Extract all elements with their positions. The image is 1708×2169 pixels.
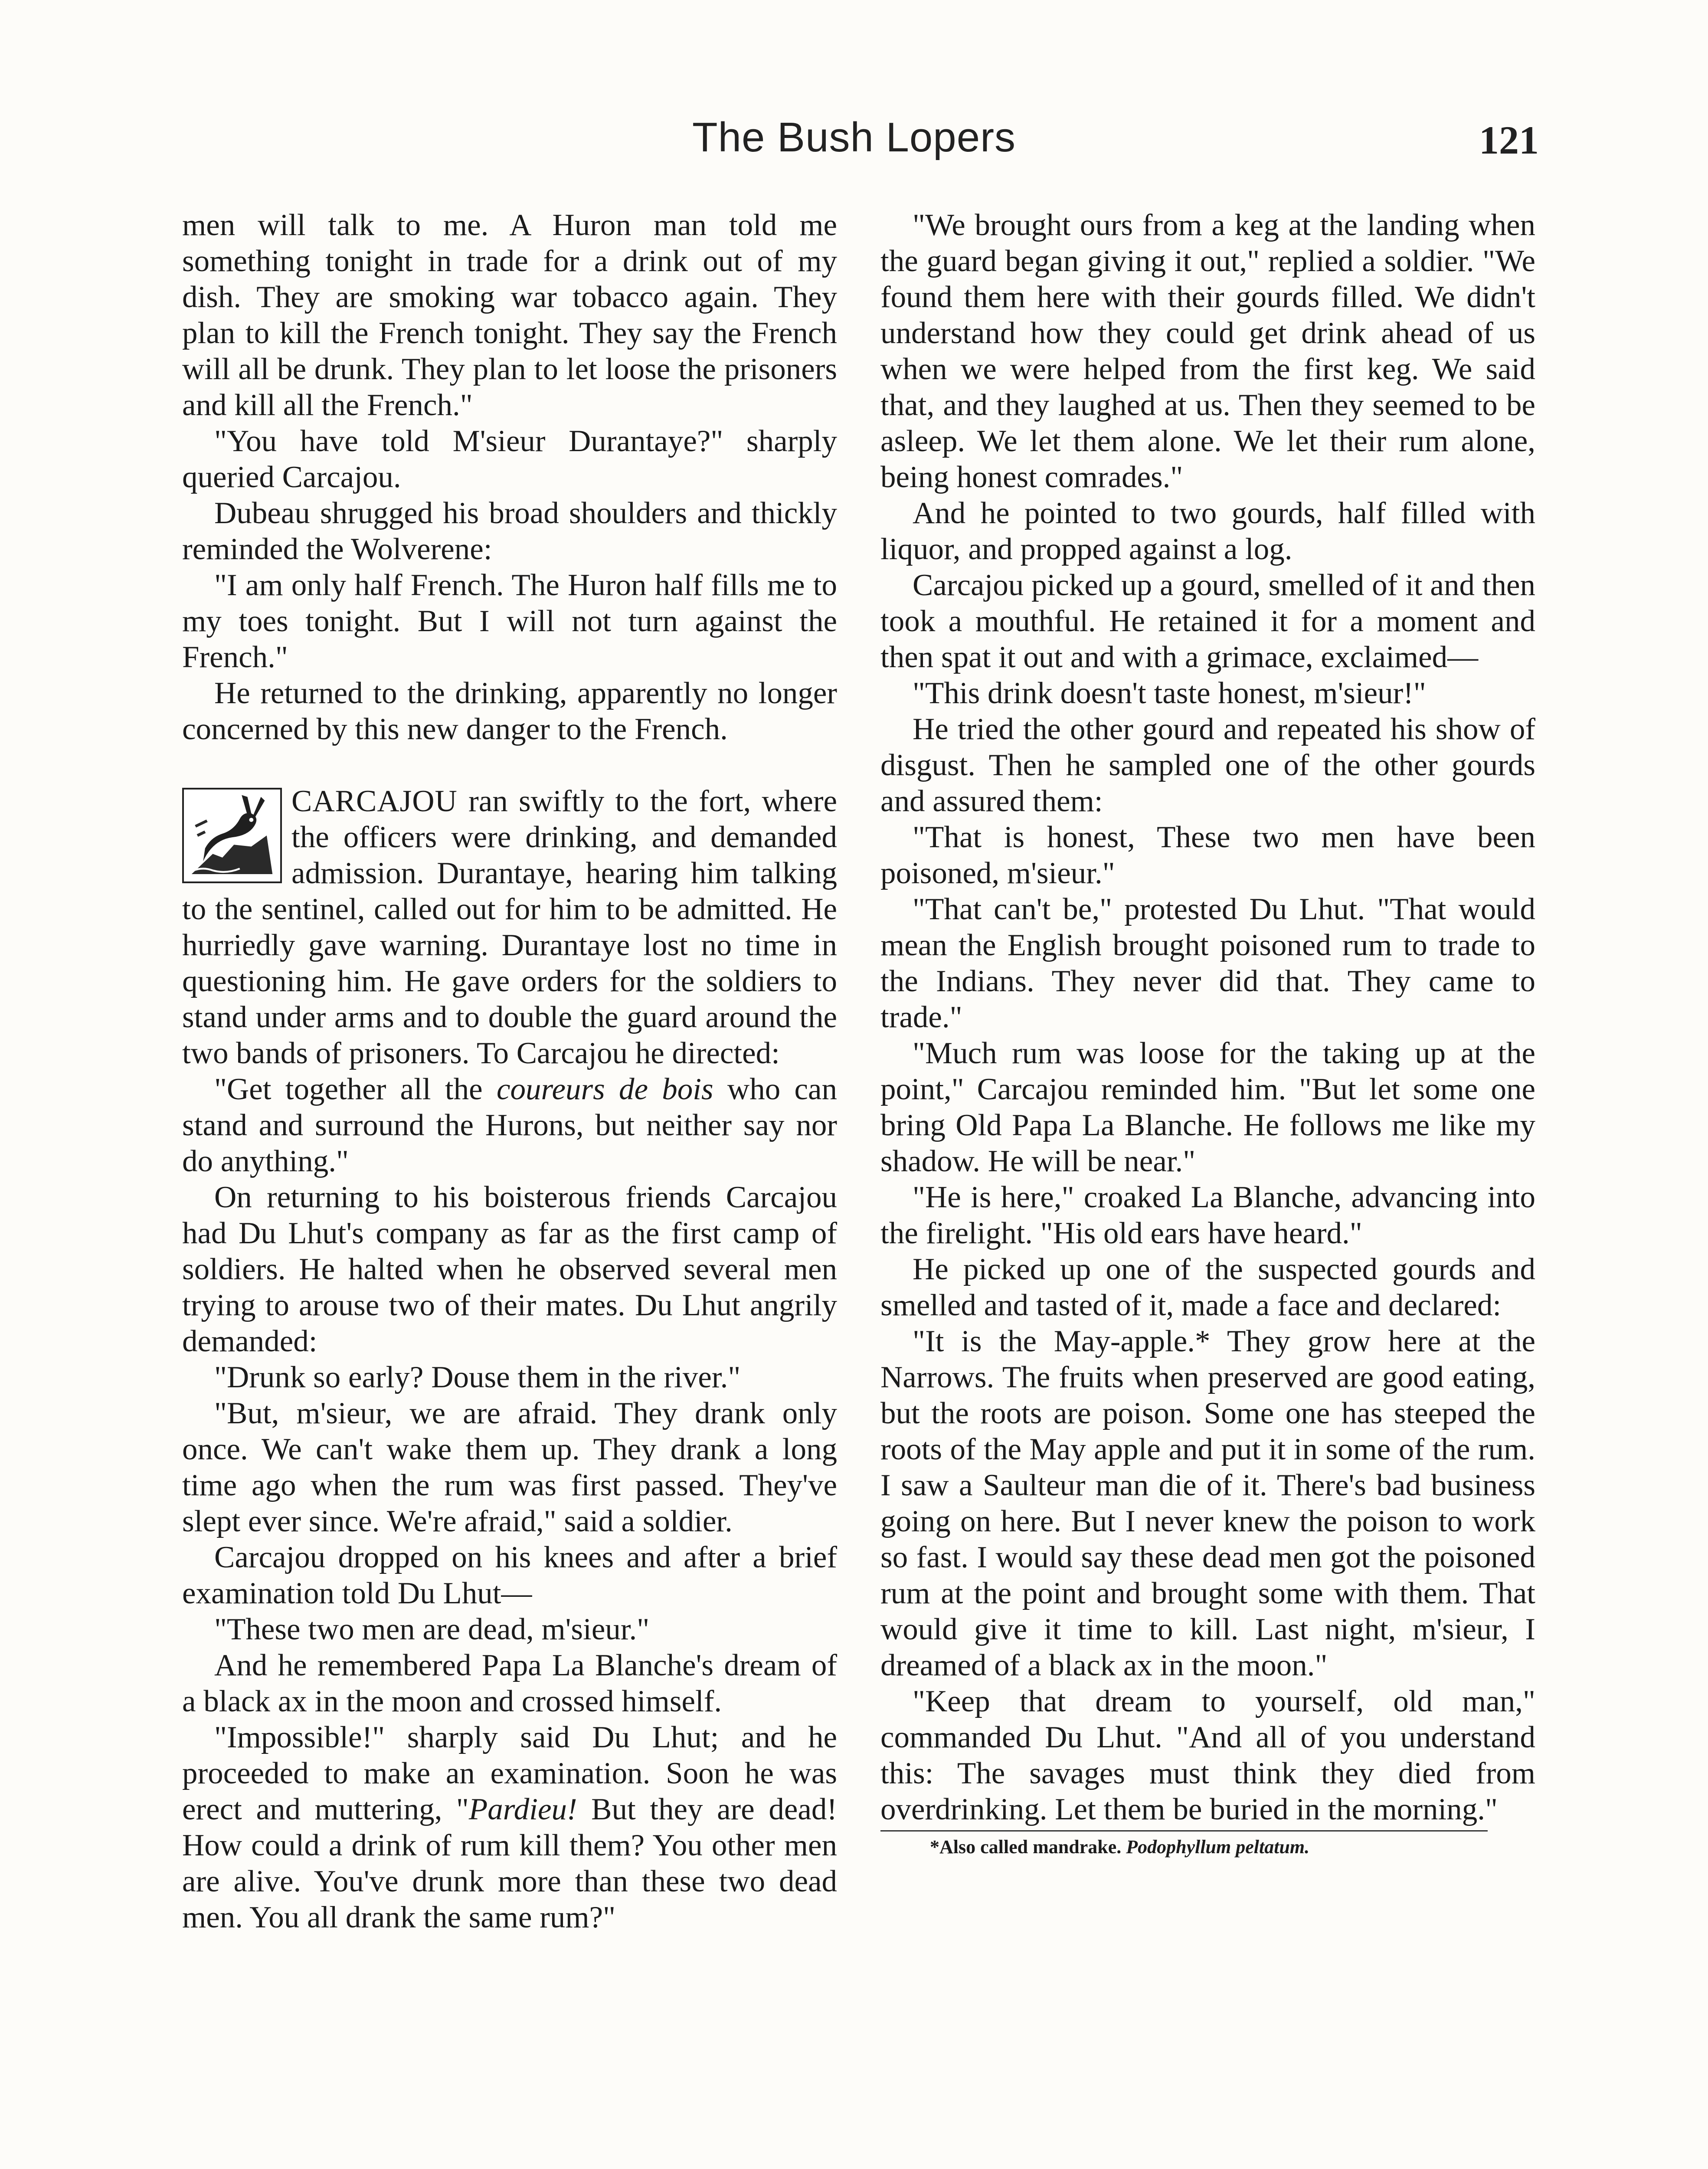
footnote-rule (880, 1830, 1488, 1832)
right-column (880, 207, 1535, 1858)
page-number: 121 (1479, 118, 1539, 162)
text-span: "Get together all the (214, 1072, 497, 1106)
dropcap-lead-word: CARCAJOU (291, 784, 458, 818)
paragraph: "We brought ours from a keg at the landing when the guard began giving it out," replied a soldier. "We found them here with their gourds filled. We didn't understand how they could get drink ahead of us when we were helped from the first keg. We said that, and they laughed at us. Then they seemed to be asleep. We let them alone. We let their rum alone, being honest comrades." (880, 208, 1535, 494)
paragraph: Carcajou dropped on his knees and after a brief examination told Du Lhut— (182, 1540, 837, 1610)
italic-phrase: Podophyllum peltatum. (1126, 1836, 1310, 1858)
text-span: "Impossible!" sharply said Du Lhut; and he proceeded to make an examination. Soon he was erect and muttering, " (182, 1720, 837, 1826)
paragraph (182, 1720, 837, 1936)
paragraph: He tried the other gourd and repeated his show of disgust. Then he sampled one of the other gourds and assured them: (880, 712, 1535, 818)
paragraph: "Keep that dream to yourself, old man," commanded Du Lhut. "And all of you understand this: The savages must think they died from overdrinking. Let them be buried in the morning." (880, 1684, 1535, 1826)
text-span: who can stand and surround the Hurons, but neither say nor do anything." (182, 1072, 837, 1178)
paragraph: "Drunk so early? Douse them in the river." (214, 1360, 741, 1394)
paragraph: "This drink doesn't taste honest, m'sieur!" (913, 676, 1426, 710)
section-break (182, 747, 837, 783)
paragraph: On returning to his boisterous friends Carcajou had Du Lhut's company as far as the first camp of soldiers. He halted when he observed several men trying to arouse two of their mates. Du Lhut angrily demanded: (182, 1180, 837, 1358)
italic-phrase: coureurs de bois (496, 1072, 713, 1106)
paragraph: "I am only half French. The Huron half fills me to my toes tonight. But I will not turn against the French." (182, 568, 837, 674)
text-span: *Also called mandrake. (930, 1836, 1126, 1858)
paragraph-with-dropcap (182, 783, 837, 1071)
paragraph: And he pointed to two gourds, half filled with liquor, and propped against a log. (880, 496, 1535, 566)
text-span: But they are dead! How could a drink of rum kill them? You other men are alive. You've drunk more than these two dead men. You all drank the same rum?" (182, 1792, 837, 1934)
paragraph: Carcajou picked up a gourd, smelled of it and then took a mouthful. He retained it for a moment and then spat it out and with a grimace, exclaimed— (880, 568, 1535, 674)
footnote (880, 1836, 1535, 1858)
paragraph: He returned to the drinking, apparently no longer concerned by this new danger to the French. (182, 676, 837, 746)
paragraph: "Much rum was loose for the taking up at the point," Carcajou reminded him. "But let some one bring Old Papa La Blanche. He follows me like my shadow. He will be near." (880, 1036, 1535, 1178)
paragraph: "You have told M'sieur Durantaye?" sharply queried Carcajou. (182, 424, 837, 494)
paragraph: He picked up one of the suspected gourds and smelled and tasted of it, made a face and declared: (880, 1252, 1535, 1322)
paragraph: "But, m'sieur, we are afraid. They drank only once. We can't wake them up. They drank a long time ago when the rum was first passed. They've slept ever since. We're afraid," said a soldier. (182, 1396, 837, 1538)
left-column (182, 207, 837, 1936)
paragraph: "He is here," croaked La Blanche, advancing into the firelight. "His old ears have heard." (880, 1180, 1535, 1250)
paragraph-text: ran swiftly to the fort, where the officers were drinking, and demanded admission. Durantaye, hearing him talking to the sentinel, called out for him to be admitted. He hurriedly gave warning. Durantaye lost no time in questioning him. He gave orders for the soldiers to stand under arms and to double the guard around the two bands of prisoners. To Carcajou he directed: (182, 784, 837, 1070)
paragraph: "That can't be," protested Du Lhut. "That would mean the English brought poisoned rum to trade to the Indians. They never did that. They came to trade." (880, 892, 1535, 1034)
paragraph: "That is honest, These two men have been poisoned, m'sieur." (880, 820, 1535, 890)
paragraph: Dubeau shrugged his broad shoulders and thickly reminded the Wolverene: (182, 496, 837, 566)
paragraph: "These two men are dead, m'sieur." (214, 1612, 650, 1646)
paragraph: And he remembered Papa La Blanche's dream of a black ax in the moon and crossed himself. (182, 1648, 837, 1718)
italic-phrase: Pardieu! (468, 1792, 577, 1826)
paragraph: "It is the May-apple.* They grow here at the Narrows. The fruits when preserved are good eating, but the roots are poison. Some one has steeped the roots of the May apple and put it in some of the rum. I saw a Saulteur man die of it. There's bad business going on here. But I never knew the poison to work so fast. I would say these dead men got the poisoned rum at the point and brought some with them. That would give it time to kill. Last night, m'sieur, I dreamed of a black ax in the moon." (880, 1324, 1535, 1682)
paragraph: men will talk to me. A Huron man told me something tonight in trade for a drink out of my dish. They are smoking war tobacco again. They plan to kill the French tonight. They say the French will all be drunk. They plan to let loose the prisoners and kill all the French." (182, 208, 837, 422)
running-head-title: The Bush Lopers (692, 114, 1016, 161)
paragraph (182, 1071, 837, 1180)
rabbit-woodcut-icon (182, 788, 282, 883)
